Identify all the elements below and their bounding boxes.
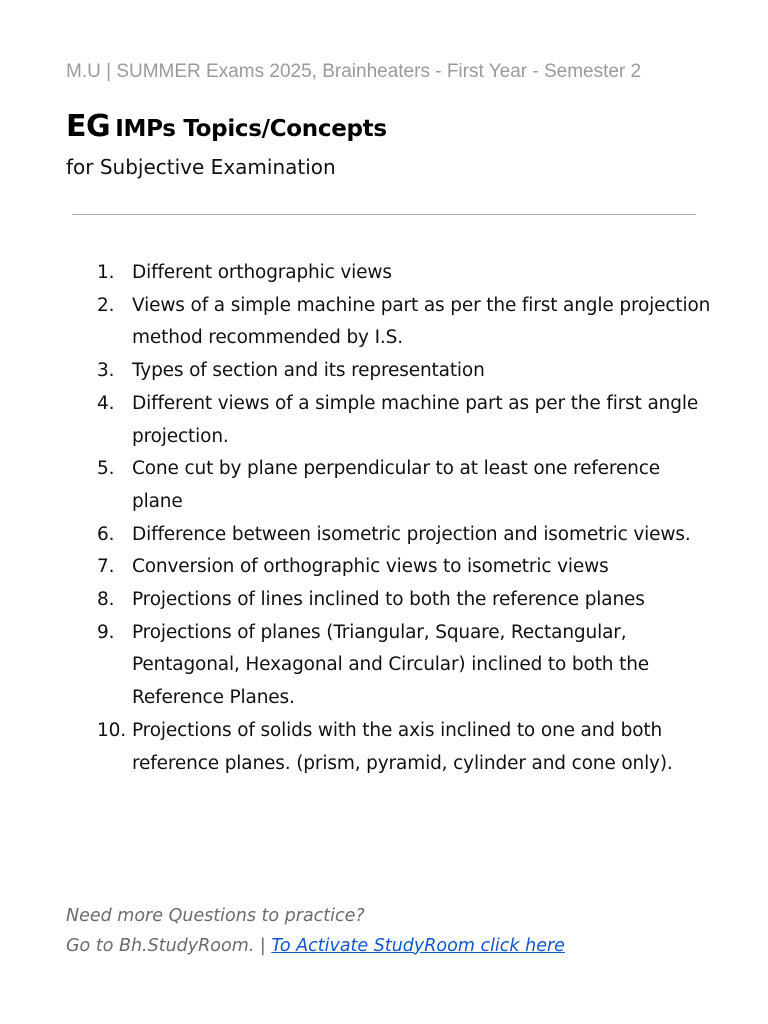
item-text: Projections of solids with the axis inclined to one and both reference planes. (prism, pyramid, cylinder and cone only). (132, 719, 673, 774)
item-text: Cone cut by plane perpendicular to at least one reference plane (132, 458, 661, 512)
source-header: M.U | SUMMER Exams 2025, Brainheaters - First Year - Semester 2 (66, 61, 642, 82)
item-text: Projections of lines inclined to both the reference planes (132, 589, 645, 611)
list-item (97, 453, 712, 518)
item-text: Different orthographic views (132, 262, 392, 283)
item-number: 3. (97, 360, 115, 382)
footer (66, 902, 565, 961)
list-item (97, 290, 712, 355)
footer-cta (66, 932, 565, 962)
list-item (97, 355, 712, 388)
footer-cta-prefix: Go to Bh.StudyRoom. | (66, 935, 272, 956)
item-number: 7. (97, 556, 115, 578)
list-item (97, 388, 712, 453)
item-text: Types of section and its representation (132, 360, 485, 382)
list-item (97, 715, 712, 780)
item-text: Projections of planes (Triangular, Square, Rectangular, Pentagonal, Hexagonal and Circular) inclined to both the Reference Planes. (132, 621, 650, 709)
item-number: 9. (97, 621, 115, 643)
footer-prompt: Need more Questions to practice? (66, 906, 365, 926)
page-subtitle: for Subjective Examination (66, 155, 336, 179)
item-number: 1. (97, 262, 115, 283)
item-number: 5. (97, 458, 115, 480)
item-number: 6. (97, 523, 115, 545)
list-item (97, 584, 712, 617)
item-number: 8. (97, 589, 115, 611)
page-title (66, 109, 387, 144)
item-text: Views of a simple machine part as per the first angle projection method recommended by I.S. (132, 294, 711, 349)
item-text: Conversion of orthographic views to isometric views (132, 556, 609, 578)
title-text: IMPs Topics/Concepts (115, 116, 387, 142)
item-number: 10. (97, 719, 126, 741)
item-number: 4. (97, 392, 115, 414)
item-number: 2. (97, 294, 115, 316)
subject-code: EG (66, 109, 111, 144)
item-text: Difference between isometric projection and isometric views. (132, 523, 691, 545)
list-item (97, 617, 712, 715)
list-item (97, 519, 712, 552)
topic-list (97, 257, 712, 780)
divider (72, 214, 696, 215)
activate-studyroom-link[interactable]: To Activate StudyRoom click here (271, 935, 565, 956)
list-item (97, 551, 712, 584)
list-item (97, 257, 712, 290)
item-text: Different views of a simple machine part as per the first angle projection. (132, 392, 699, 447)
